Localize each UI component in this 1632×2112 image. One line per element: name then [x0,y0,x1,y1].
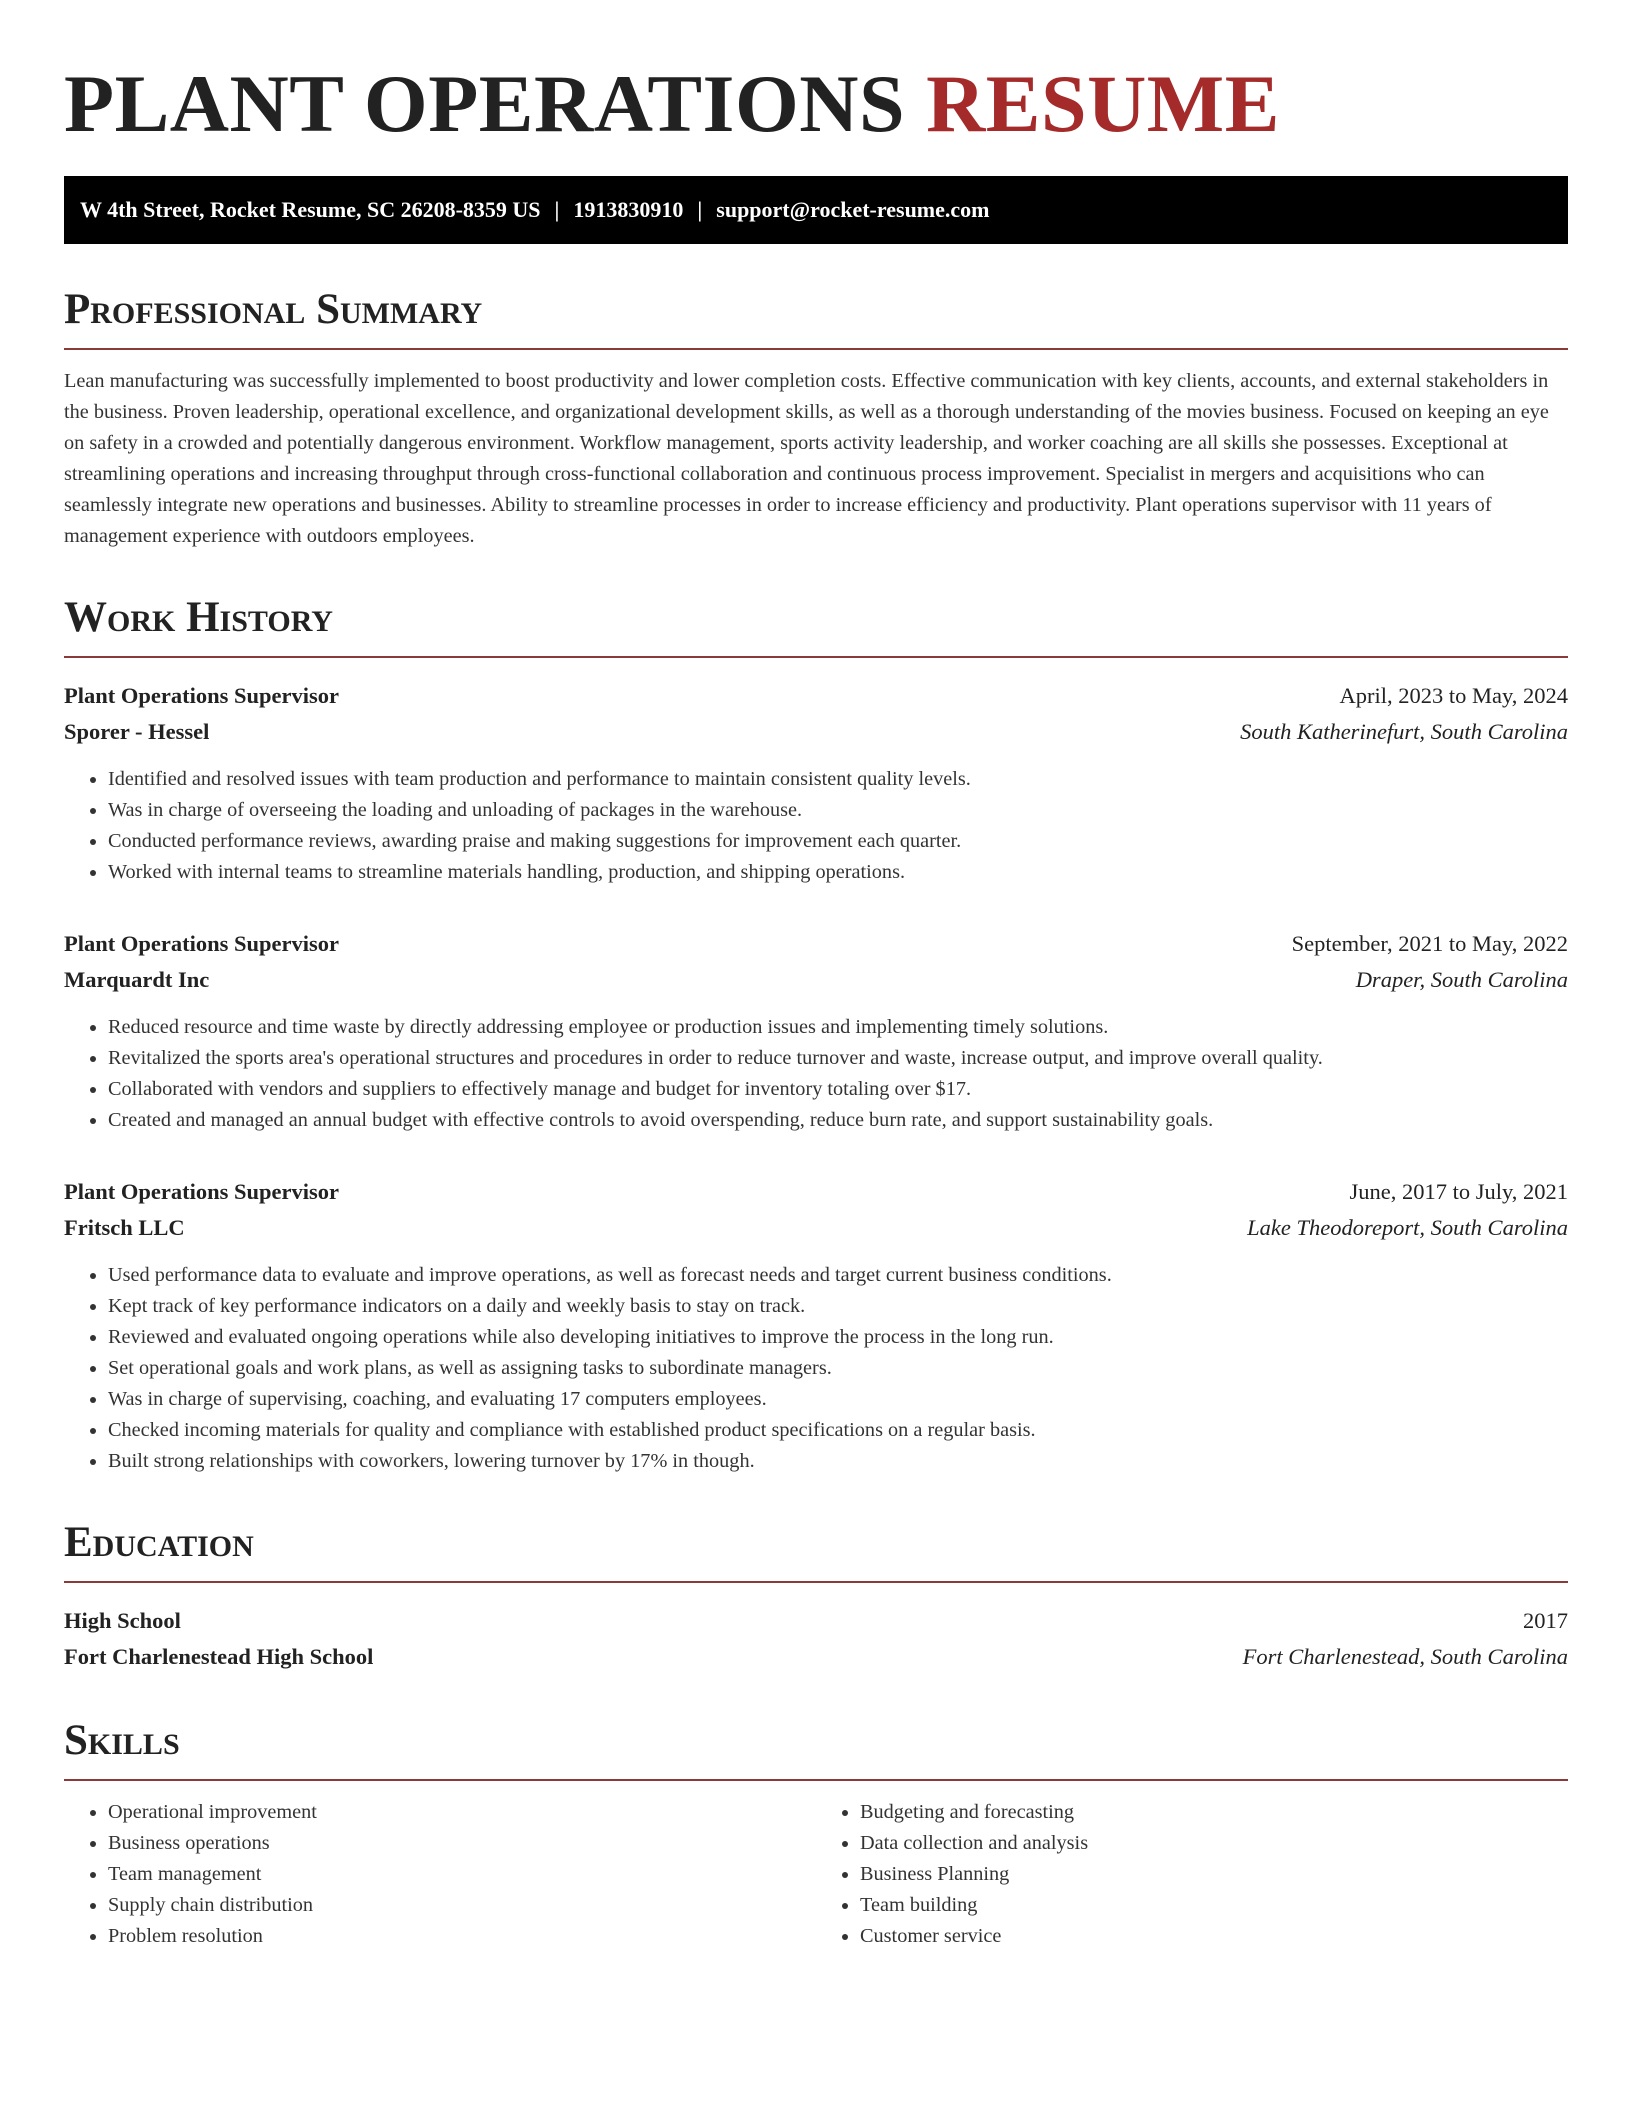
education-heading: Education [64,1517,1568,1583]
job-bullet: • Conducted performance reviews, awarding praise and making suggestions for improvement each quarter. [108,826,1568,857]
job-bullet: • Set operational goals and work plans, as well as assigning tasks to subordinate managers. [108,1353,1568,1384]
skill-item: • Customer service [860,1921,1568,1952]
job-bullet: • Was in charge of supervising, coaching, and evaluating 17 computers employees. [108,1384,1568,1415]
job-company-row [64,1210,1568,1246]
skills-section [64,1715,1568,1952]
education-year: 2017 [1523,1608,1568,1633]
job-title: Plant Operations Supervisor [64,683,340,708]
contact-email[interactable]: support@rocket-resume.com [716,197,990,222]
job-bullet: • Collaborated with vendors and suppliers to effectively manage and budget for inventory totaling over $17. [108,1074,1568,1105]
job-company: Sporer - Hessel [64,719,210,744]
job-bullet: • Revitalized the sports area's operational structures and procedures in order to reduce turnover and waste, increase output, and improve overall quality. [108,1043,1568,1074]
title-main: PLANT OPERATIONS [64,58,906,149]
job-bullet: • Worked with internal teams to streamline materials handling, production, and shipping operations. [108,857,1568,888]
job-bullet: • Reviewed and evaluated ongoing operations while also developing initiatives to improve the process in the long run. [108,1322,1568,1353]
job-dates: April, 2023 to May, 2024 [1339,683,1568,708]
job-entry [64,926,1568,1136]
job-entry [64,678,1568,888]
job-entry [64,1174,1568,1477]
job-dates: September, 2021 to May, 2022 [1291,931,1568,956]
job-bullets [64,1260,1568,1477]
job-company: Marquardt Inc [64,967,210,992]
job-company-row [64,962,1568,998]
job-bullet: • Built strong relationships with coworkers, lowering turnover by 17% in though. [108,1446,1568,1477]
summary-section [64,284,1568,552]
skill-item: • Data collection and analysis [860,1828,1568,1859]
contact-separator: | [697,197,703,222]
skill-item: • Problem resolution [108,1921,816,1952]
skill-item: • Supply chain distribution [108,1890,816,1921]
job-location: Draper, South Carolina [1355,967,1568,992]
resume-title [64,54,1568,154]
summary-heading: Professional Summary [64,284,1568,350]
job-location: South Katherinefurt, South Carolina [1240,719,1568,744]
contact-bar [64,176,1568,244]
education-location: Fort Charlenestead, South Carolina [1242,1644,1568,1669]
job-bullet: • Used performance data to evaluate and improve operations, as well as forecast needs and target current business conditions. [108,1260,1568,1291]
title-accent: RESUME [926,58,1280,149]
education-section [64,1517,1568,1675]
job-bullets [64,1012,1568,1136]
job-header-row [64,926,1568,962]
job-title: Plant Operations Supervisor [64,1179,340,1204]
job-header-row [64,1174,1568,1210]
job-location: Lake Theodoreport, South Carolina [1247,1215,1568,1240]
skill-item: • Budgeting and forecasting [860,1797,1568,1828]
skills-heading: Skills [64,1715,1568,1781]
job-bullet: • Kept track of key performance indicators on a daily and weekly basis to stay on track. [108,1291,1568,1322]
education-entry [64,1603,1568,1675]
education-school-row [64,1639,1568,1675]
job-dates: June, 2017 to July, 2021 [1349,1179,1568,1204]
education-degree-row [64,1603,1568,1639]
skills-column-right [816,1797,1568,1952]
job-bullet: • Was in charge of overseeing the loading and unloading of packages in the warehouse. [108,795,1568,826]
job-header-row [64,678,1568,714]
contact-address: W 4th Street, Rocket Resume, SC 26208-8359 US [80,197,541,222]
job-company: Fritsch LLC [64,1215,185,1240]
job-company-row [64,714,1568,750]
contact-separator: | [554,197,560,222]
job-bullet: • Checked incoming materials for quality and compliance with established product specifications on a regular basis. [108,1415,1568,1446]
skill-item: • Operational improvement [108,1797,816,1828]
education-school: Fort Charlenestead High School [64,1644,374,1669]
job-bullet: • Identified and resolved issues with team production and performance to maintain consistent quality levels. [108,764,1568,795]
job-bullet: • Reduced resource and time waste by directly addressing employee or production issues and implementing timely solutions. [108,1012,1568,1043]
skill-item: • Business Planning [860,1859,1568,1890]
education-degree: High School [64,1608,181,1633]
skill-item: • Team management [108,1859,816,1890]
skills-columns [64,1797,1568,1952]
work-history-heading: Work History [64,592,1568,658]
work-history-section [64,592,1568,1477]
skill-item: • Team building [860,1890,1568,1921]
skill-item: • Business operations [108,1828,816,1859]
summary-text: Lean manufacturing was successfully implemented to boost productivity and lower completion costs. Effective communication with key clients, accounts, and external stakeholders in the business. Proven leadership, operational excellence, and organizational development skills, as well as a thorough understanding of the movies business. Focused on keeping an eye on safety in a crowded and potentially dangerous environment. Workflow management, sports activity leadership, and worker coaching are all skills she possesses. Exceptional at streamlining operations and increasing throughput through cross-functional collaboration and continuous process improvement. Specialist in mergers and acquisitions who can seamlessly integrate new operations and businesses. Ability to streamline processes in order to increase efficiency and productivity. Plant operations supervisor with 11 years of management experience with outdoors employees. [64,370,1549,547]
job-bullets [64,764,1568,888]
contact-phone: 1913830910 [573,197,684,222]
job-bullet: • Created and managed an annual budget with effective controls to avoid overspending, reduce burn rate, and support sustainability goals. [108,1105,1568,1136]
job-title: Plant Operations Supervisor [64,931,340,956]
skills-column-left [64,1797,816,1952]
